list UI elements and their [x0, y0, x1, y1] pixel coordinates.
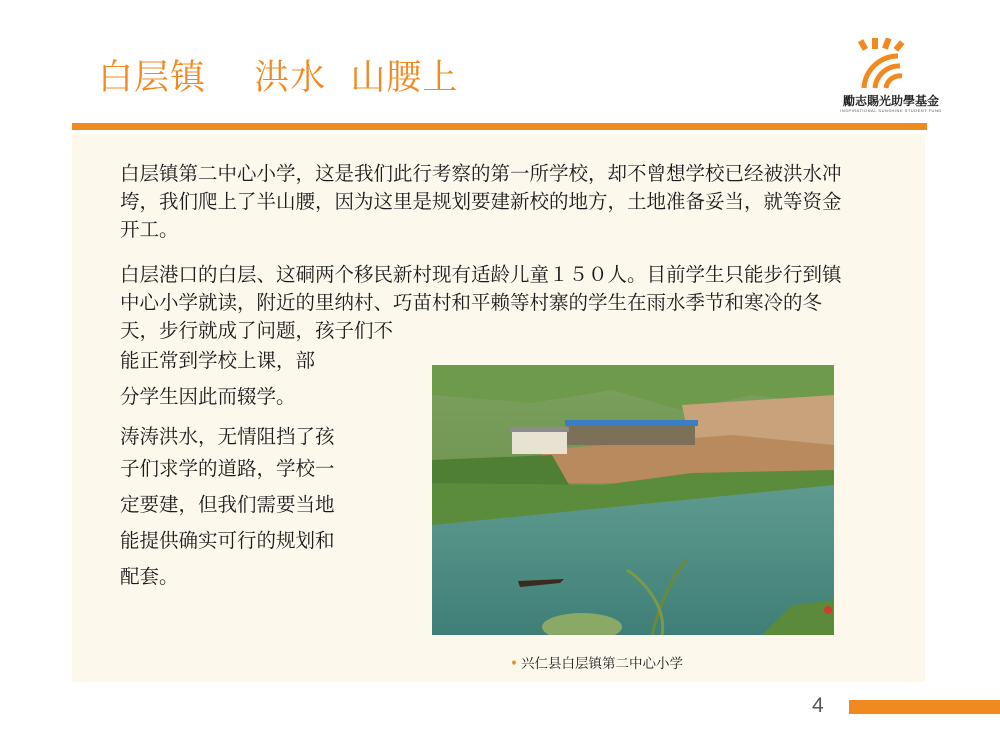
photo-caption-text: 兴仁县白层镇第二中心小学	[520, 656, 683, 672]
paragraph-3-line: 子们求学的道路，学校一	[120, 457, 335, 480]
page-number: 4	[812, 694, 824, 717]
paragraph-2-line: 分学生因此而辍学。	[120, 385, 296, 408]
slide-title: 白层镇 洪水 山腰上	[98, 58, 459, 98]
logo-name-en: INSPIRATIONAL SUNSHINE STUDENT FUND	[840, 108, 942, 113]
logo-name-cn: 勵志賜光助學基金	[842, 94, 939, 108]
paragraph-3-line: 涛涛洪水，无情阻挡了孩	[120, 425, 335, 448]
school-photo	[432, 365, 834, 635]
paragraph-3-line: 配套。	[120, 565, 179, 588]
title-rule	[72, 123, 927, 130]
page-bar	[849, 700, 1000, 714]
foundation-logo	[826, 38, 956, 116]
sunshine-logo-icon	[858, 38, 924, 90]
paragraph-2-line: 能正常到学校上课，部	[120, 349, 316, 372]
paragraph-3-line: 定要建，但我们需要当地	[120, 493, 335, 516]
paragraph-2: 白层港口的白层、这硐两个移民新村现有适龄儿童１５０人。目前学生只能步行到镇中心小学就读，附近的里纳村、巧苗村和平赖等村寨的学生在雨水季节和寒冷的冬天，步行就成了问题，孩子们不	[120, 263, 842, 342]
paragraph-3-line: 能提供确实可行的规划和	[120, 529, 335, 552]
photo-caption: • 兴仁县白层镇第二中心小学	[510, 656, 683, 672]
paragraph-1: 白层镇第二中心小学，这是我们此行考察的第一所学校，却不曾想学校已经被洪水冲垮，我们爬上了半山腰，因为这里是规划要建新校的地方，土地准备妥当，就等资金开工。	[120, 162, 842, 241]
